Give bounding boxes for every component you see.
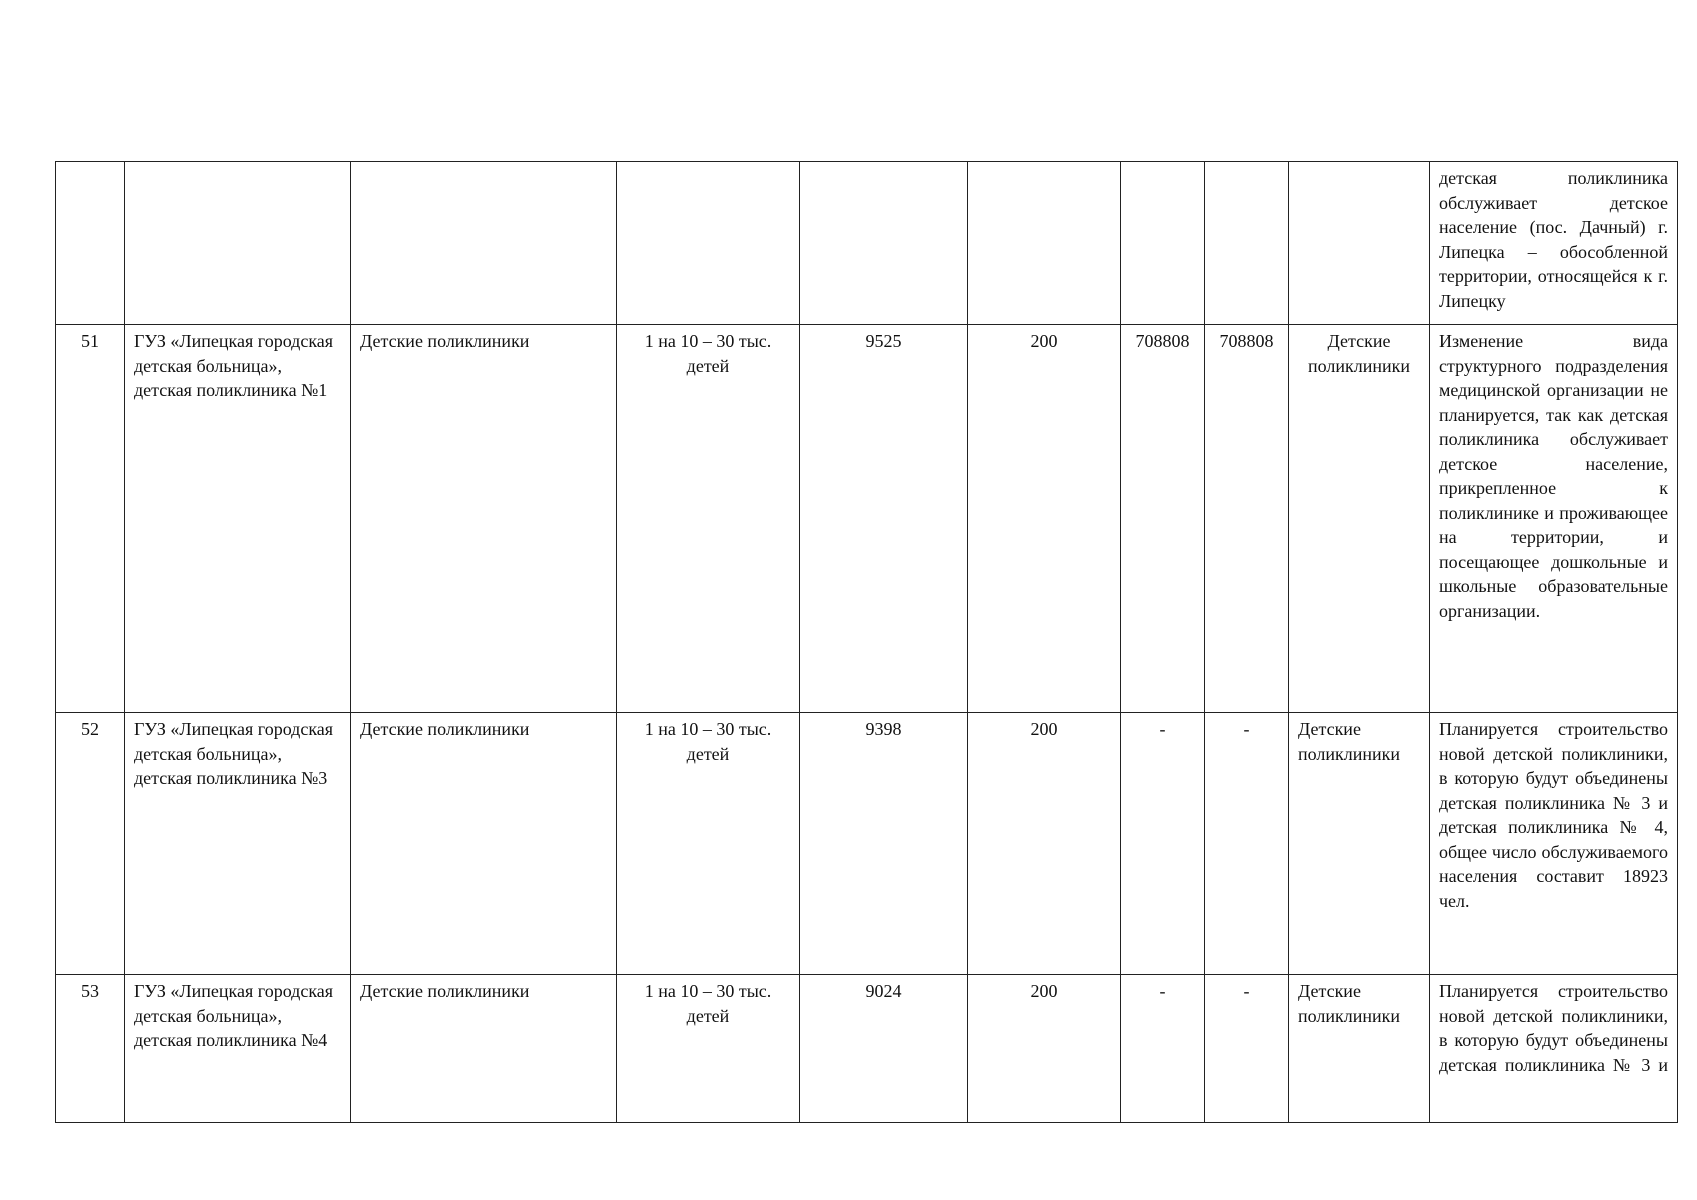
row-number-cell: 53: [56, 975, 125, 1123]
oktmo-cell-1: [1121, 162, 1205, 325]
population-cell: 9525: [800, 325, 968, 713]
organization-cell: ГУЗ «Липецкая городская детская больница», детская поликлиника №1: [125, 325, 351, 713]
organization-cell: ГУЗ «Липецкая городская детская больница», детская поликлиника №4: [125, 975, 351, 1123]
row-number-cell: 51: [56, 325, 125, 713]
norm-cell: 1 на 10 – 30 тыс. детей: [617, 325, 800, 713]
oktmo-cell-1: 708808: [1121, 325, 1205, 713]
capacity-cell: 200: [968, 713, 1121, 975]
row-number-cell: 52: [56, 713, 125, 975]
type-cell: Детские поликлиники: [351, 325, 617, 713]
oktmo-cell-2: -: [1205, 713, 1289, 975]
table-row: [56, 325, 1678, 713]
capacity-cell: 200: [968, 325, 1121, 713]
population-cell: 9398: [800, 713, 968, 975]
organization-cell: ГУЗ «Липецкая городская детская больница», детская поликлиника №3: [125, 713, 351, 975]
type-cell: Детские поликлиники: [351, 975, 617, 1123]
facilities-table: [55, 161, 1678, 1123]
population-cell: [800, 162, 968, 325]
norm-cell: 1 на 10 – 30 тыс. детей: [617, 713, 800, 975]
comment-cell: детская поликлиника обслуживает детское население (пос. Дачный) г. Липецка – обособленной территории, относящейся к г. Липецку: [1430, 162, 1678, 325]
comment-cell: Планируется строительство новой детской поликлиники, в которую будут объединены детская поликлиника № 3 и детская поликлиника № 4, общее число обслуживаемого населения составит 18923 чел.: [1430, 713, 1678, 975]
table-row: [56, 975, 1678, 1123]
oktmo-cell-2: [1205, 162, 1289, 325]
oktmo-cell-2: -: [1205, 975, 1289, 1123]
capacity-cell: 200: [968, 975, 1121, 1123]
type-cell: [351, 162, 617, 325]
type-cell: Детские поликлиники: [351, 713, 617, 975]
table-row: [56, 162, 1678, 325]
row-number-cell: [56, 162, 125, 325]
planned-type-cell: Детские поликлиники: [1289, 325, 1430, 713]
table-row: [56, 713, 1678, 975]
oktmo-cell-1: -: [1121, 713, 1205, 975]
comment-cell: Изменение вида структурного подразделения медицинской организации не планируется, так как детская поликлиника обслуживает детское население, прикрепленное к поликлинике и проживающее на территории, и посещающее дошкольные и школьные образовательные организации.: [1430, 325, 1678, 713]
organization-cell: [125, 162, 351, 325]
norm-cell: [617, 162, 800, 325]
planned-type-cell: Детские поликлиники: [1289, 975, 1430, 1123]
oktmo-cell-1: -: [1121, 975, 1205, 1123]
comment-cell: Планируется строительство новой детской поликлиники, в которую будут объединены детская поликлиника № 3 и: [1430, 975, 1678, 1123]
oktmo-cell-2: 708808: [1205, 325, 1289, 713]
capacity-cell: [968, 162, 1121, 325]
norm-cell: 1 на 10 – 30 тыс. детей: [617, 975, 800, 1123]
population-cell: 9024: [800, 975, 968, 1123]
planned-type-cell: Детские поликлиники: [1289, 713, 1430, 975]
planned-type-cell: [1289, 162, 1430, 325]
